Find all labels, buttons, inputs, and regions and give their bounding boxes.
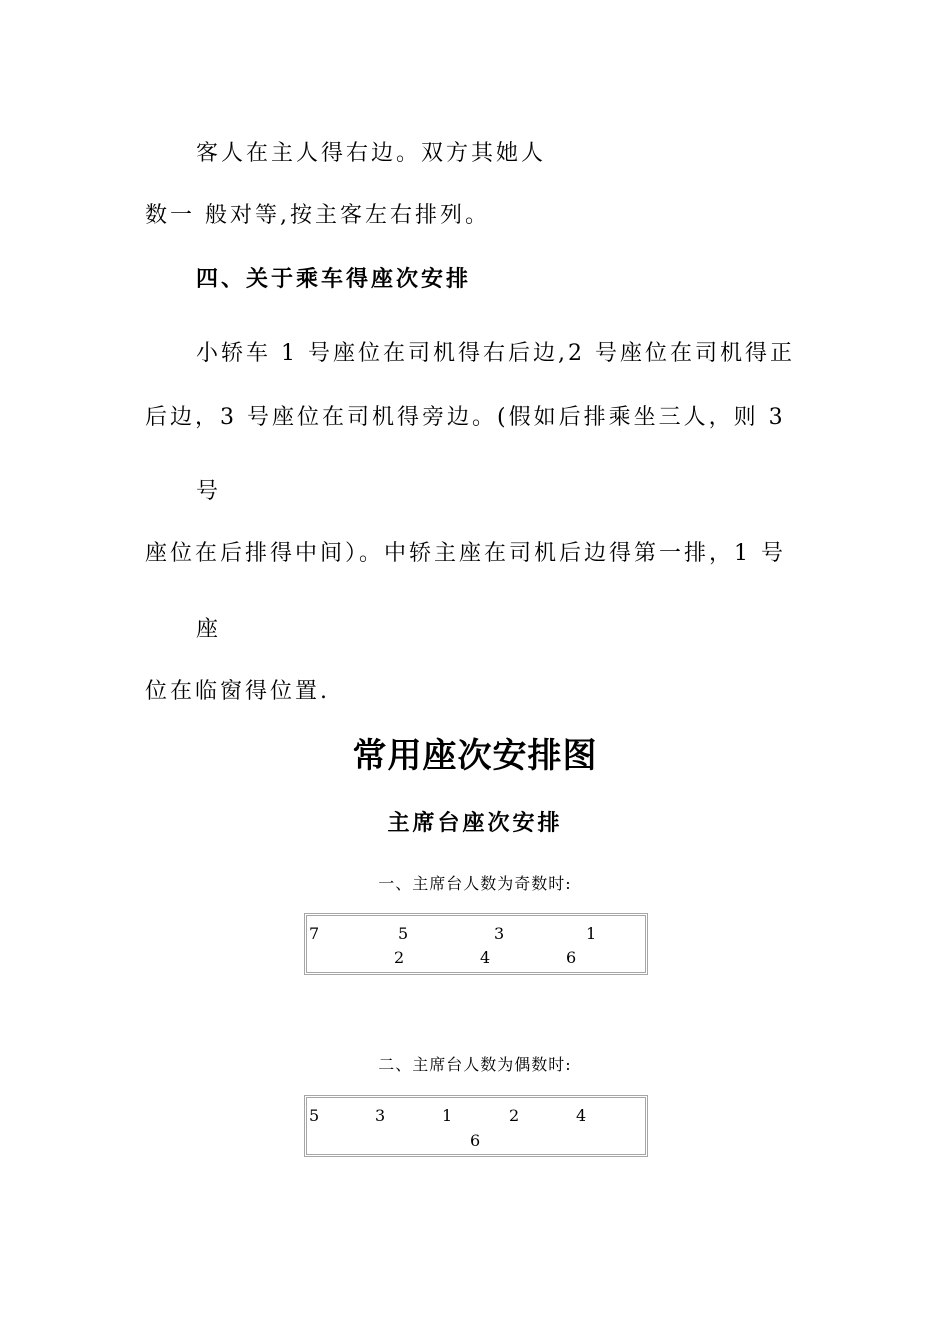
seat-number: 3 <box>375 1106 386 1125</box>
paragraph-line-6: 号 <box>196 479 222 504</box>
seat-number: 1 <box>442 1106 453 1125</box>
seat-number: 2 <box>509 1106 520 1125</box>
page-title: 常用座次安排图 <box>352 736 598 776</box>
paragraph-line-9: 位在临窗得位置. <box>145 679 330 704</box>
odd-seat-table <box>304 913 648 975</box>
seat-number: 4 <box>576 1106 587 1125</box>
paragraph-line-5: 后边，3 号座位在司机得旁边。(假如后排乘坐三人，则 3 <box>145 405 786 430</box>
seat-number: 5 <box>398 924 409 943</box>
section-heading-car-seating: 四、关于乘车得座次安排 <box>196 266 472 292</box>
odd-caption: 一、主席台人数为奇数时: <box>378 874 572 893</box>
even-caption: 二、主席台人数为偶数时: <box>378 1055 572 1074</box>
seat-number: 6 <box>470 1131 481 1150</box>
seat-number: 3 <box>494 924 505 943</box>
seat-number: 6 <box>566 948 577 967</box>
seat-number: 1 <box>586 924 597 943</box>
paragraph-line-7: 座位在后排得中间）。中轿主座在司机后边得第一排，1 号 <box>145 541 786 566</box>
seat-number: 4 <box>480 948 491 967</box>
section-title: 主席台座次安排 <box>387 810 563 836</box>
seat-number: 2 <box>394 948 405 967</box>
paragraph-line-4: 小轿车 1 号座位在司机得右后边,2 号座位在司机得正 <box>196 341 795 366</box>
seat-number: 7 <box>309 924 320 943</box>
seat-number: 5 <box>309 1106 320 1125</box>
even-seat-table <box>304 1095 648 1157</box>
paragraph-line-2: 数一 般对等,按主客左右排列。 <box>145 203 490 228</box>
paragraph-line-1: 客人在主人得右边。双方其她人 <box>196 141 547 166</box>
paragraph-line-8: 座 <box>196 617 222 642</box>
